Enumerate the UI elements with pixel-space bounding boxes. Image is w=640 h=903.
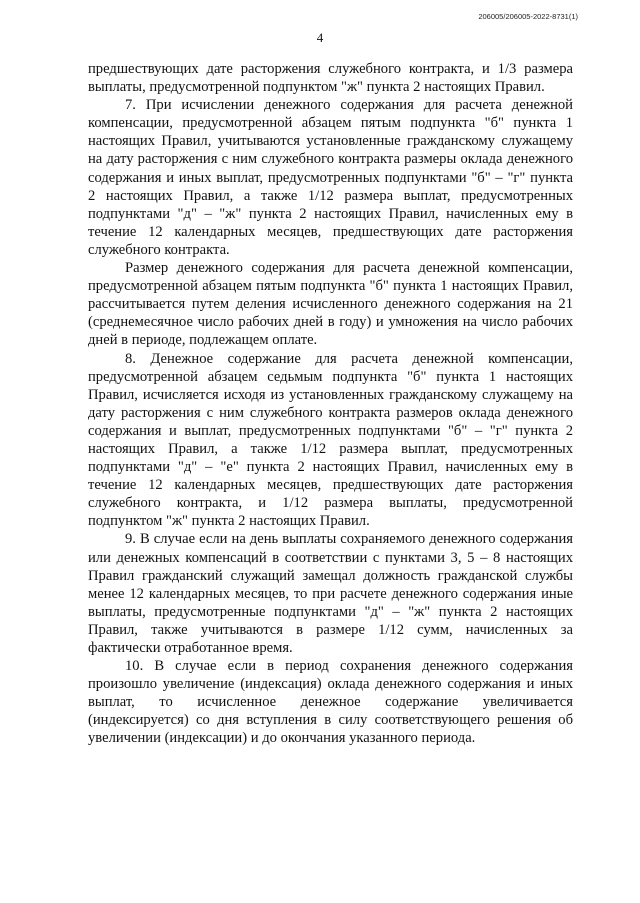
document-body (88, 60, 573, 748)
paragraph-7: 7. При исчислении денежного содержания для расчета денежной компенсации, предусмотренной абзацем пятым подпункта "б" пункта 1 настоящих Правил, учитываются установленные гражданскому служащему на дату расторжения с ним служебного контракта размеры оклада денежного содержания и иных выплат, предусмотренных подпунктами "б" – "г" пункта 2 настоящих Правил, а также 1/12 размера выплат, предусмотренных подпунктами "д" – "ж" пункта 2 настоящих Правил, начисленных ему в течение 12 календарных месяцев, предшествующих дате расторжения служебного контракта. (88, 97, 573, 258)
document-id: 206005/206005-2022-8731(1) (478, 12, 578, 21)
paragraph-10: 10. В случае если в период сохранения денежного содержания произошло увеличение (индексация) оклада денежного содержания и иных выплат, то исчисленное денежное содержание увеличивается (индексируется) со дня вступления в силу соответствующего решения об увеличении (индексации) и до окончания указанного периода. (88, 658, 573, 747)
page-number: 4 (316, 30, 324, 45)
paragraph-continuation: предшествующих дате расторжения служебного контракта, и 1/3 размера выплаты, предусмотренной подпунктом "ж" пункта 2 настоящих Правил. (88, 61, 573, 96)
paragraph-7-size: Размер денежного содержания для расчета денежной компенсации, предусмотренной абзацем пятым подпункта "б" пункта 1 настоящих Правил, рассчитывается путем деления исчисленного денежного содержания на 21 (среднемесячное число рабочих дней в году) и умножения на число рабочих дней в периоде, подлежащем оплате. (88, 260, 573, 349)
paragraph-9: 9. В случае если на день выплаты сохраняемого денежного содержания или денежных компенсаций в соответствии с пунктами 3, 5 – 8 настоящих Правил гражданский служащий замещал должность гражданской службы менее 12 календарных месяцев, то при расчете денежного содержания иные выплаты, предусмотренные подпунктами "д" – "ж" пункта 2 настоящих Правил, также учитываются в размере 1/12 сумм, начисленных за фактически отработанное время. (88, 531, 573, 656)
paragraph-8: 8. Денежное содержание для расчета денежной компенсации, предусмотренной абзацем седьмым подпункта "б" пункта 1 настоящих Правил, исчисляется исходя из установленных гражданскому служащему на дату расторжения с ним служебного контракта размеров оклада денежного содержания и выплат, предусмотренных подпунктами "б" – "г" пункта 2 настоящих Правил, а также 1/12 размера выплат, предусмотренных подпунктами "д" – "е" пункта 2 настоящих Правил, начисленных ему в течение 12 календарных месяцев, предшествующих дате расторжения служебного контракта, и 1/12 размера выплаты, предусмотренной подпунктом "ж" пункта 2 настоящих Правил. (88, 350, 573, 530)
